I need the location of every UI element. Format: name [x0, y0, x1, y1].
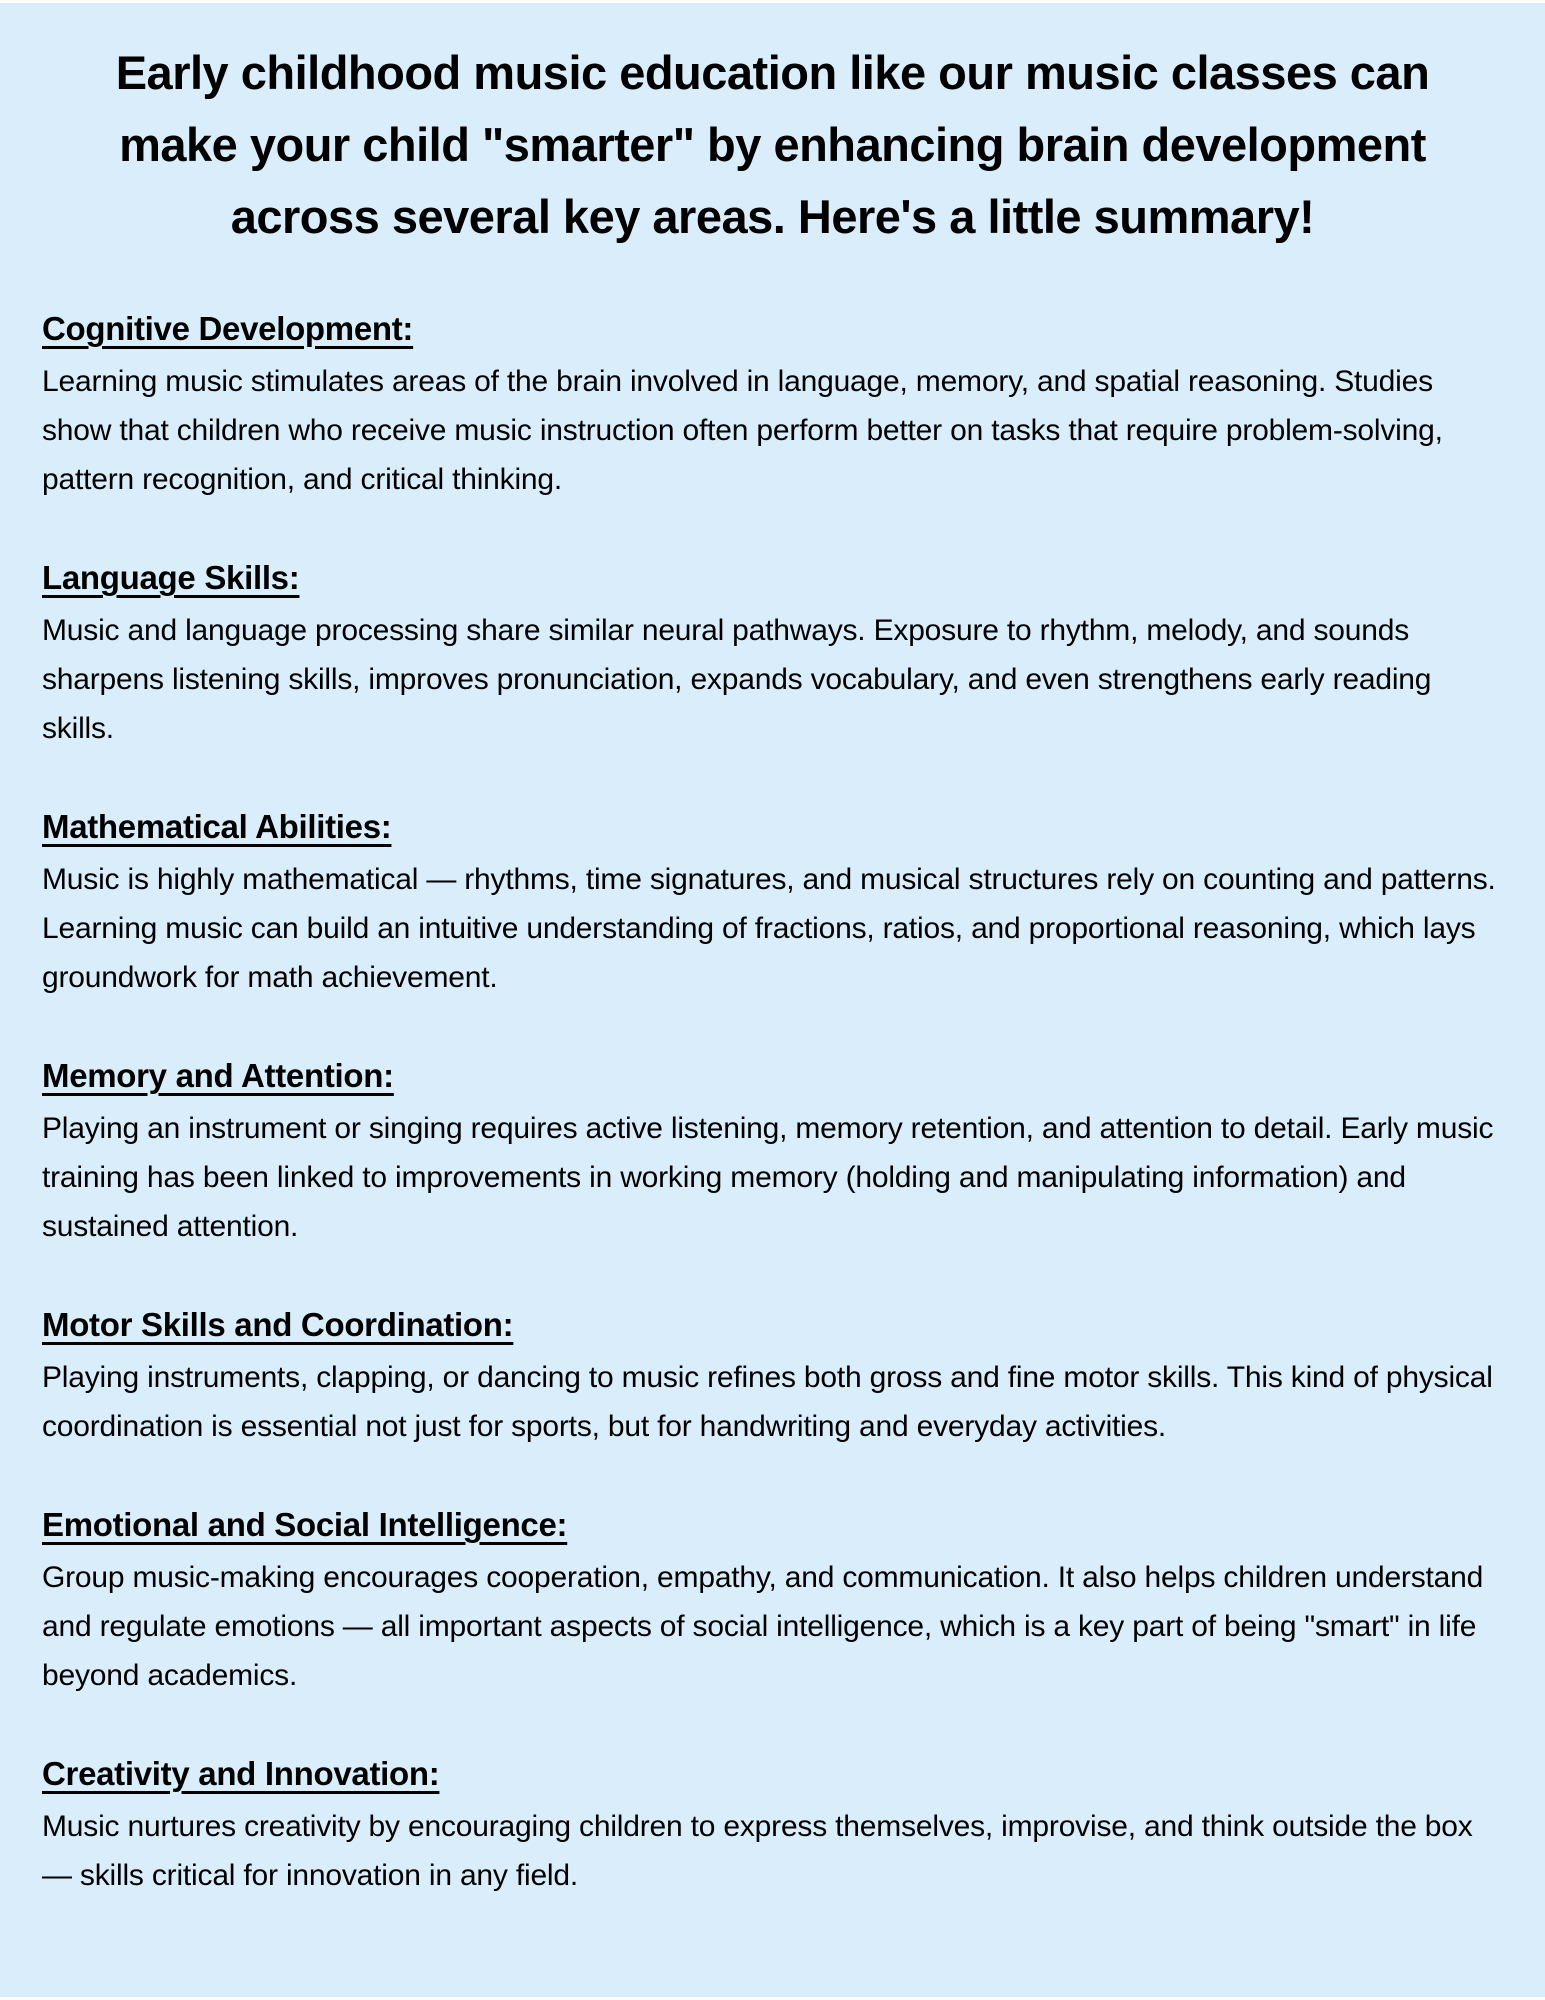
section [42, 558, 1503, 753]
section-heading: Emotional and Social Intelligence: [42, 1506, 568, 1543]
page-title-line: make your child "smarter" by enhancing brain development [119, 118, 1426, 171]
section [42, 309, 1503, 504]
section [42, 1305, 1503, 1451]
section-heading-row [42, 1056, 1503, 1104]
page-title [42, 37, 1503, 253]
section-body: Music and language processing share similar neural pathways. Exposure to rhythm, melody, and sounds sharpens listening skills, improves pronunciation, expands vocabulary, and even strengthens early reading skills. [42, 614, 1432, 745]
page-title-line: Early childhood music education like our music classes can [115, 46, 1430, 99]
section-body: Learning music stimulates areas of the brain involved in language, memory, and spatial reasoning. Studies show that children who receive music instruction often perform better on tasks that require problem-solving, pattern recognition, and critical thinking. [42, 365, 1443, 496]
section-body: Music nurtures creativity by encouraging children to express themselves, improvise, and think outside the box — skills critical for innovation in any field. [42, 1810, 1473, 1892]
section-heading-row [42, 309, 1503, 357]
section-heading: Cognitive Development: [42, 310, 414, 347]
section-heading: Mathematical Abilities: [42, 808, 392, 845]
section [42, 807, 1503, 1002]
section-heading-row [42, 1754, 1503, 1802]
section-body: Music is highly mathematical — rhythms, time signatures, and musical structures rely on counting and patterns. Learning music can build an intuitive understanding of fractions, ratios, and proportional reasoning, which lays groundwork for math achievement. [42, 863, 1496, 994]
section-heading-row [42, 1305, 1503, 1353]
section-body: Playing instruments, clapping, or dancing to music refines both gross and fine motor skills. This kind of physical coordination is essential not just for sports, but for handwriting and everyday activities. [42, 1361, 1493, 1443]
section-heading-row [42, 807, 1503, 855]
page-title-line: across several key areas. Here's a little summary! [230, 190, 1315, 243]
section-heading: Memory and Attention: [42, 1057, 394, 1094]
section-heading: Creativity and Innovation: [42, 1755, 440, 1792]
sections [42, 309, 1503, 1900]
section-body: Playing an instrument or singing requires active listening, memory retention, and attention to detail. Early music training has been linked to improvements in working memory (holding and manipulating information) and sustained attention. [42, 1112, 1494, 1243]
section [42, 1505, 1503, 1700]
section-heading-row [42, 1505, 1503, 1553]
section-heading: Motor Skills and Coordination: [42, 1306, 514, 1343]
section-heading: Language Skills: [42, 559, 300, 596]
section [42, 1056, 1503, 1251]
flyer-page [0, 3, 1545, 1997]
section-heading-row [42, 558, 1503, 606]
section [42, 1754, 1503, 1900]
section-body: Group music-making encourages cooperation, empathy, and communication. It also helps children understand and regulate emotions — all important aspects of social intelligence, which is a key part of being "smart" in life beyond academics. [42, 1561, 1484, 1692]
